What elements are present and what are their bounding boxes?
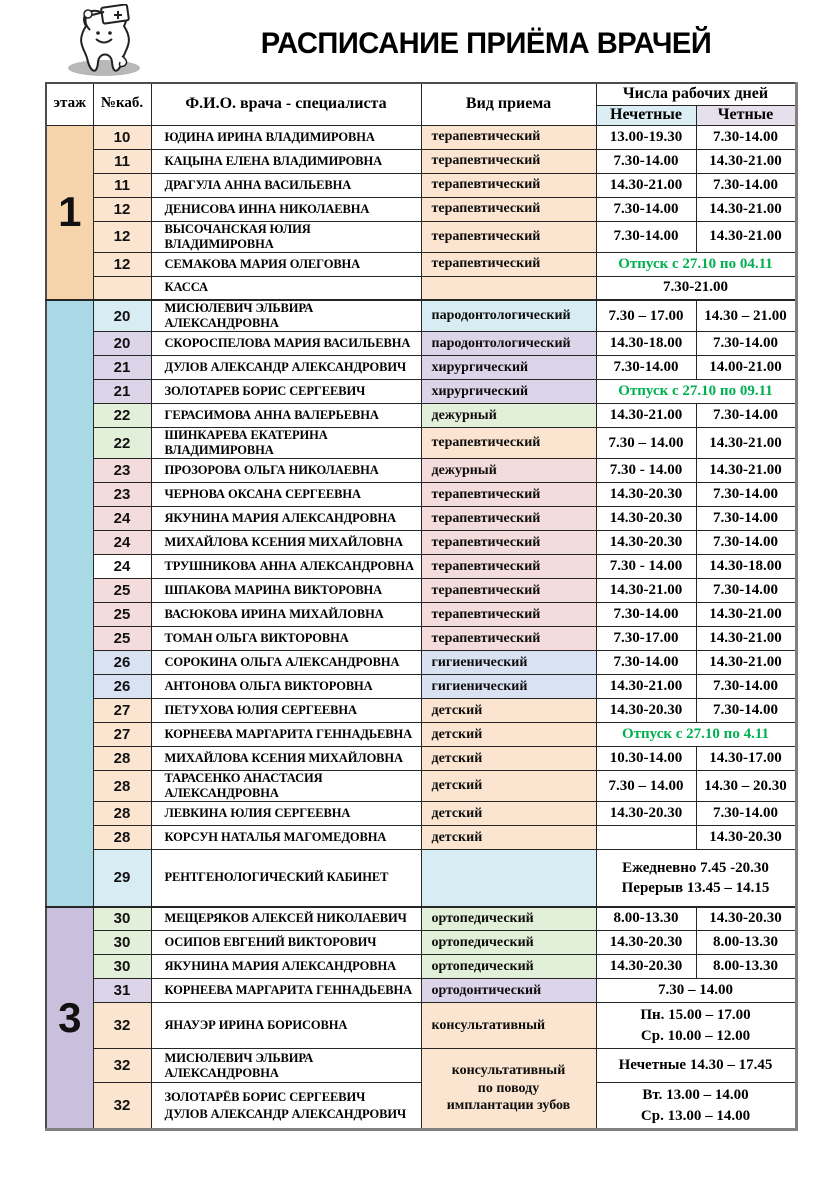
odd-time-cell: 14.30-21.00 <box>596 404 696 428</box>
name-line2: ДУЛОВ АЛЕКСАНДР АЛЕКСАНДРОВИЧ <box>164 1106 407 1121</box>
name-cell: ЯНАУЭР ИРИНА БОРИСОВНА <box>151 1003 421 1049</box>
even-time-cell: 7.30-14.00 <box>696 332 796 356</box>
appointment-type-cell: детский <box>421 747 596 771</box>
name-cell: СЕМАКОВА МАРИЯ ОЛЕГОВНА <box>151 252 421 276</box>
appointment-type-cell: гигиенический <box>421 675 596 699</box>
table-row <box>46 531 796 555</box>
name-cell: МИСЮЛЕВИЧ ЭЛЬВИРА АЛЕКСАНДРОВНА <box>151 300 421 332</box>
schedule-span-cell <box>596 1003 796 1049</box>
name-cell: ДЕНИСОВА ИННА НИКОЛАЕВНА <box>151 197 421 221</box>
appointment-type-cell: детский <box>421 699 596 723</box>
appointment-type-cell: терапевтический <box>421 483 596 507</box>
table-row <box>46 252 796 276</box>
room-cell: 23 <box>93 483 151 507</box>
schedule-span-cell <box>596 1083 796 1130</box>
even-time-cell: 7.30-14.00 <box>696 507 796 531</box>
header-even: Четные <box>696 105 796 125</box>
page-header <box>0 0 837 82</box>
appointment-type-cell <box>421 276 596 300</box>
odd-time-cell: 14.30-20.30 <box>596 507 696 531</box>
odd-time-cell: 14.30-20.30 <box>596 699 696 723</box>
appointment-type-cell: терапевтический <box>421 221 596 252</box>
name-cell: КОРНЕЕВА МАРГАРИТА ГЕННАДЬЕВНА <box>151 979 421 1003</box>
header-name: Ф.И.О. врача - специалиста <box>151 83 421 125</box>
room-cell: 21 <box>93 356 151 380</box>
name-cell: ВАСЮКОВА ИРИНА МИХАЙЛОВНА <box>151 603 421 627</box>
table-row <box>46 627 796 651</box>
name-cell: ВЫСОЧАНСКАЯ ЮЛИЯ ВЛАДИМИРОВНА <box>151 221 421 252</box>
room-cell: 12 <box>93 221 151 252</box>
odd-time-cell: 7.30-14.00 <box>596 356 696 380</box>
room-cell: 21 <box>93 380 151 404</box>
odd-time-cell: 7.30 - 14.00 <box>596 459 696 483</box>
name-cell: ПЕТУХОВА ЮЛИЯ СЕРГЕЕВНА <box>151 699 421 723</box>
room-cell: 25 <box>93 579 151 603</box>
odd-time-cell: 14.30-20.30 <box>596 955 696 979</box>
even-time-cell: 8.00-13.30 <box>696 955 796 979</box>
table-row <box>46 723 796 747</box>
vacation-cell: Отпуск с 27.10 по 04.11 <box>596 252 796 276</box>
even-time-cell: 7.30-14.00 <box>696 699 796 723</box>
room-cell: 28 <box>93 802 151 826</box>
odd-time-cell: 14.30-20.30 <box>596 483 696 507</box>
table-row <box>46 699 796 723</box>
name-cell: МИХАЙЛОВА КСЕНИЯ МИХАЙЛОВНА <box>151 531 421 555</box>
even-time-cell: 7.30-14.00 <box>696 173 796 197</box>
name-cell: КОРНЕЕВА МАРГАРИТА ГЕННАДЬЕВНА <box>151 723 421 747</box>
even-time-cell: 14.30-20.30 <box>696 826 796 850</box>
tooth-mascot-icon <box>52 4 170 80</box>
appointment-type-cell: терапевтический <box>421 149 596 173</box>
room-cell: 30 <box>93 931 151 955</box>
name-cell: ТОМАН ОЛЬГА ВИКТОРОВНА <box>151 627 421 651</box>
name-cell: ШПАКОВА МАРИНА ВИКТОРОВНА <box>151 579 421 603</box>
floor-label-1: 1 <box>46 125 93 300</box>
appointment-type-cell: дежурный <box>421 459 596 483</box>
schedule-span-cell: Нечетные 14.30 – 17.45 <box>596 1049 796 1083</box>
header-days: Числа рабочих дней <box>596 83 796 105</box>
name-cell: ЯКУНИНА МАРИЯ АЛЕКСАНДРОВНА <box>151 507 421 531</box>
table-row <box>46 826 796 850</box>
name-cell: ДРАГУЛА АННА ВАСИЛЬЕВНА <box>151 173 421 197</box>
table-row <box>46 507 796 531</box>
name-cell: ОСИПОВ ЕВГЕНИЙ ВИКТОРОВИЧ <box>151 931 421 955</box>
even-time-cell: 14.30-20.30 <box>696 907 796 931</box>
appointment-type-cell: ортопедический <box>421 931 596 955</box>
room-cell: 28 <box>93 771 151 802</box>
room-cell: 24 <box>93 555 151 579</box>
schedule-line1: Вт. 13.00 – 14.00 <box>642 1087 749 1104</box>
even-time-cell: 14.30-18.00 <box>696 555 796 579</box>
appointment-type-cell: ортодонтический <box>421 979 596 1003</box>
appointment-type-cell: детский <box>421 802 596 826</box>
table-row <box>46 332 796 356</box>
appointment-type-cell: терапевтический <box>421 531 596 555</box>
name-line1: ЗОЛОТАРЁВ БОРИС СЕРГЕЕВИЧ <box>164 1090 366 1105</box>
type-line3: имплантации зубов <box>446 1098 571 1114</box>
name-cell: ТРУШНИКОВА АННА АЛЕКСАНДРОВНА <box>151 555 421 579</box>
table-row <box>46 850 796 907</box>
even-time-cell: 14.00-21.00 <box>696 356 796 380</box>
odd-time-cell: 7.30-14.00 <box>596 197 696 221</box>
appointment-type-cell: терапевтический <box>421 603 596 627</box>
appointment-type-cell: терапевтический <box>421 428 596 459</box>
appointment-type-cell: терапевтический <box>421 173 596 197</box>
name-cell: ДУЛОВ АЛЕКСАНДР АЛЕКСАНДРОВИЧ <box>151 356 421 380</box>
floor-label-3: 3 <box>46 907 93 1130</box>
room-cell: 22 <box>93 428 151 459</box>
room-cell: 27 <box>93 723 151 747</box>
table-row <box>46 651 796 675</box>
appointment-type-merged-cell <box>421 1049 596 1130</box>
name-cell: МЕЩЕРЯКОВ АЛЕКСЕЙ НИКОЛАЕВИЧ <box>151 907 421 931</box>
table-row <box>46 555 796 579</box>
even-time-cell: 14.30-21.00 <box>696 627 796 651</box>
even-time-cell: 8.00-13.30 <box>696 931 796 955</box>
room-cell: 24 <box>93 507 151 531</box>
name-cell: СКОРОСПЕЛОВА МАРИЯ ВАСИЛЬЕВНА <box>151 332 421 356</box>
schedule-line1: Ежедневно 7.45 -20.30 <box>622 859 769 876</box>
odd-time-cell: 7.30 – 17.00 <box>596 300 696 332</box>
odd-time-cell: 14.30-21.00 <box>596 579 696 603</box>
odd-time-cell: 14.30-20.30 <box>596 931 696 955</box>
even-time-cell: 7.30-14.00 <box>696 483 796 507</box>
clinic-logo <box>52 4 177 85</box>
even-time-cell: 7.30-14.00 <box>696 579 796 603</box>
odd-time-cell: 7.30-14.00 <box>596 149 696 173</box>
table-row <box>46 125 796 149</box>
schedule-span-cell: 7.30-21.00 <box>596 276 796 300</box>
name-cell: КАССА <box>151 276 421 300</box>
appointment-type-cell: дежурный <box>421 404 596 428</box>
room-cell: 30 <box>93 907 151 931</box>
even-time-cell: 14.30-21.00 <box>696 149 796 173</box>
type-line1: консультативный <box>451 1063 566 1079</box>
schedule-line2: Перерыв 13.45 – 14.15 <box>621 879 770 896</box>
room-cell: 27 <box>93 699 151 723</box>
room-cell: 28 <box>93 826 151 850</box>
header-type: Вид приема <box>421 83 596 125</box>
header-floor: этаж <box>46 83 93 125</box>
table-row <box>46 428 796 459</box>
schedule-span-cell: 7.30 – 14.00 <box>596 979 796 1003</box>
room-cell: 30 <box>93 955 151 979</box>
odd-time-cell: 7.30 – 14.00 <box>596 771 696 802</box>
even-time-cell: 7.30-14.00 <box>696 404 796 428</box>
name-cell: ЧЕРНОВА ОКСАНА СЕРГЕЕВНА <box>151 483 421 507</box>
table-row <box>46 907 796 931</box>
even-time-cell: 14.30-17.00 <box>696 747 796 771</box>
even-time-cell: 7.30-14.00 <box>696 125 796 149</box>
appointment-type-cell: терапевтический <box>421 252 596 276</box>
table-row <box>46 459 796 483</box>
odd-time-cell: 14.30-20.30 <box>596 531 696 555</box>
name-cell: ШИНКАРЕВА ЕКАТЕРИНА ВЛАДИМИРОВНА <box>151 428 421 459</box>
odd-time-cell: 7.30 - 14.00 <box>596 555 696 579</box>
room-cell: 25 <box>93 603 151 627</box>
odd-time-cell: 7.30-14.00 <box>596 603 696 627</box>
appointment-type-cell: хирургический <box>421 380 596 404</box>
appointment-type-cell: терапевтический <box>421 507 596 531</box>
room-cell: 11 <box>93 173 151 197</box>
name-cell: ТАРАСЕНКО АНАСТАСИЯ АЛЕКСАНДРОВНА <box>151 771 421 802</box>
name-cell: КАЦЫНА ЕЛЕНА ВЛАДИМИРОВНА <box>151 149 421 173</box>
room-cell: 12 <box>93 197 151 221</box>
appointment-type-cell: гигиенический <box>421 651 596 675</box>
table-row <box>46 276 796 300</box>
schedule-table <box>45 82 798 1131</box>
table-row <box>46 380 796 404</box>
appointment-type-cell: детский <box>421 771 596 802</box>
name-cell: КОРСУН НАТАЛЬЯ МАГОМЕДОВНА <box>151 826 421 850</box>
even-time-cell: 7.30-14.00 <box>696 531 796 555</box>
room-cell: 20 <box>93 332 151 356</box>
name-cell: МИСЮЛЕВИЧ ЭЛЬВИРА АЛЕКСАНДРОВНА <box>151 1049 421 1083</box>
header-room <box>93 83 151 125</box>
appointment-type-cell: детский <box>421 723 596 747</box>
name-cell: ЯКУНИНА МАРИЯ АЛЕКСАНДРОВНА <box>151 955 421 979</box>
header-odd: Нечетные <box>596 105 696 125</box>
header-room-line2: каб. <box>115 95 144 112</box>
odd-time-cell: 7.30 – 14.00 <box>596 428 696 459</box>
appointment-type-cell: терапевтический <box>421 197 596 221</box>
type-line2: по поводу <box>477 1080 540 1096</box>
odd-time-cell: 14.30-20.30 <box>596 802 696 826</box>
table-row <box>46 173 796 197</box>
odd-time-cell <box>596 826 696 850</box>
appointment-type-cell: ортопедический <box>421 955 596 979</box>
table-row <box>46 1003 796 1049</box>
room-cell: 23 <box>93 459 151 483</box>
even-time-cell: 14.30-21.00 <box>696 603 796 627</box>
schedule-line2: Ср. 13.00 – 14.00 <box>640 1107 751 1124</box>
name-cell: ГЕРАСИМОВА АННА ВАЛЕРЬЕВНА <box>151 404 421 428</box>
appointment-type-cell: детский <box>421 826 596 850</box>
table-row <box>46 1049 796 1083</box>
appointment-type-cell: хирургический <box>421 356 596 380</box>
room-cell: 26 <box>93 651 151 675</box>
room-cell: 32 <box>93 1049 151 1083</box>
odd-time-cell: 14.30-21.00 <box>596 675 696 699</box>
odd-time-cell: 10.30-14.00 <box>596 747 696 771</box>
even-time-cell: 14.30-21.00 <box>696 197 796 221</box>
schedule-span-cell <box>596 850 796 907</box>
name-cell: ЛЕВКИНА ЮЛИЯ СЕРГЕЕВНА <box>151 802 421 826</box>
table-row <box>46 356 796 380</box>
name-cell: РЕНТГЕНОЛОГИЧЕСКИЙ КАБИНЕТ <box>151 850 421 907</box>
appointment-type-cell: терапевтический <box>421 579 596 603</box>
table-row <box>46 603 796 627</box>
appointment-type-cell: пародонтологический <box>421 332 596 356</box>
table-row <box>46 404 796 428</box>
table-row <box>46 197 796 221</box>
room-cell: 20 <box>93 300 151 332</box>
table-row <box>46 955 796 979</box>
odd-time-cell: 14.30-18.00 <box>596 332 696 356</box>
even-time-cell: 14.30-21.00 <box>696 221 796 252</box>
table-row <box>46 483 796 507</box>
appointment-type-cell: терапевтический <box>421 555 596 579</box>
schedule-line1: Пн. 15.00 – 17.00 <box>640 1007 751 1024</box>
even-time-cell: 7.30-14.00 <box>696 802 796 826</box>
name-cell: ЗОЛОТАРЕВ БОРИС СЕРГЕЕВИЧ <box>151 380 421 404</box>
table-row <box>46 149 796 173</box>
even-time-cell: 14.30-21.00 <box>696 428 796 459</box>
room-cell <box>93 276 151 300</box>
table-row <box>46 747 796 771</box>
table-row <box>46 300 796 332</box>
odd-time-cell: 13.00-19.30 <box>596 125 696 149</box>
name-cell <box>151 1083 421 1130</box>
table-row <box>46 931 796 955</box>
table-row <box>46 802 796 826</box>
room-cell: 31 <box>93 979 151 1003</box>
odd-time-cell: 8.00-13.30 <box>596 907 696 931</box>
room-cell: 10 <box>93 125 151 149</box>
appointment-type-cell: терапевтический <box>421 627 596 651</box>
even-time-cell: 7.30-14.00 <box>696 675 796 699</box>
even-time-cell: 14.30 – 21.00 <box>696 300 796 332</box>
header-room-line1: № <box>100 95 116 112</box>
even-time-cell: 14.30-21.00 <box>696 459 796 483</box>
room-cell: 28 <box>93 747 151 771</box>
page-title: РАСПИСАНИЕ ПРИЁМА ВРАЧЕЙ <box>260 27 712 60</box>
name-cell: ЮДИНА ИРИНА ВЛАДИМИРОВНА <box>151 125 421 149</box>
room-cell: 25 <box>93 627 151 651</box>
room-cell: 32 <box>93 1083 151 1130</box>
table-row <box>46 675 796 699</box>
appointment-type-cell: пародонтологический <box>421 300 596 332</box>
header-row <box>46 83 796 105</box>
room-cell: 26 <box>93 675 151 699</box>
room-cell: 12 <box>93 252 151 276</box>
name-cell: ПРОЗОРОВА ОЛЬГА НИКОЛАЕВНА <box>151 459 421 483</box>
appointment-type-cell <box>421 850 596 907</box>
room-cell: 11 <box>93 149 151 173</box>
even-time-cell: 14.30 – 20.30 <box>696 771 796 802</box>
name-cell: МИХАЙЛОВА КСЕНИЯ МИХАЙЛОВНА <box>151 747 421 771</box>
room-cell: 24 <box>93 531 151 555</box>
odd-time-cell: 7.30-14.00 <box>596 651 696 675</box>
vacation-cell: Отпуск с 27.10 по 09.11 <box>596 380 796 404</box>
name-cell: СОРОКИНА ОЛЬГА АЛЕКСАНДРОВНА <box>151 651 421 675</box>
odd-time-cell: 7.30-17.00 <box>596 627 696 651</box>
table-row <box>46 221 796 252</box>
appointment-type-cell: терапевтический <box>421 125 596 149</box>
table-row <box>46 771 796 802</box>
vacation-cell: Отпуск с 27.10 по 4.11 <box>596 723 796 747</box>
room-cell: 22 <box>93 404 151 428</box>
appointment-type-cell: консультативный <box>421 1003 596 1049</box>
appointment-type-cell: ортопедический <box>421 907 596 931</box>
room-cell: 32 <box>93 1003 151 1049</box>
even-time-cell: 14.30-21.00 <box>696 651 796 675</box>
table-row <box>46 979 796 1003</box>
floor-label-2 <box>46 300 93 907</box>
odd-time-cell: 7.30-14.00 <box>596 221 696 252</box>
table-row <box>46 579 796 603</box>
room-cell: 29 <box>93 850 151 907</box>
name-cell: АНТОНОВА ОЛЬГА ВИКТОРОВНА <box>151 675 421 699</box>
schedule-line2: Ср. 10.00 – 12.00 <box>640 1027 751 1044</box>
odd-time-cell: 14.30-21.00 <box>596 173 696 197</box>
